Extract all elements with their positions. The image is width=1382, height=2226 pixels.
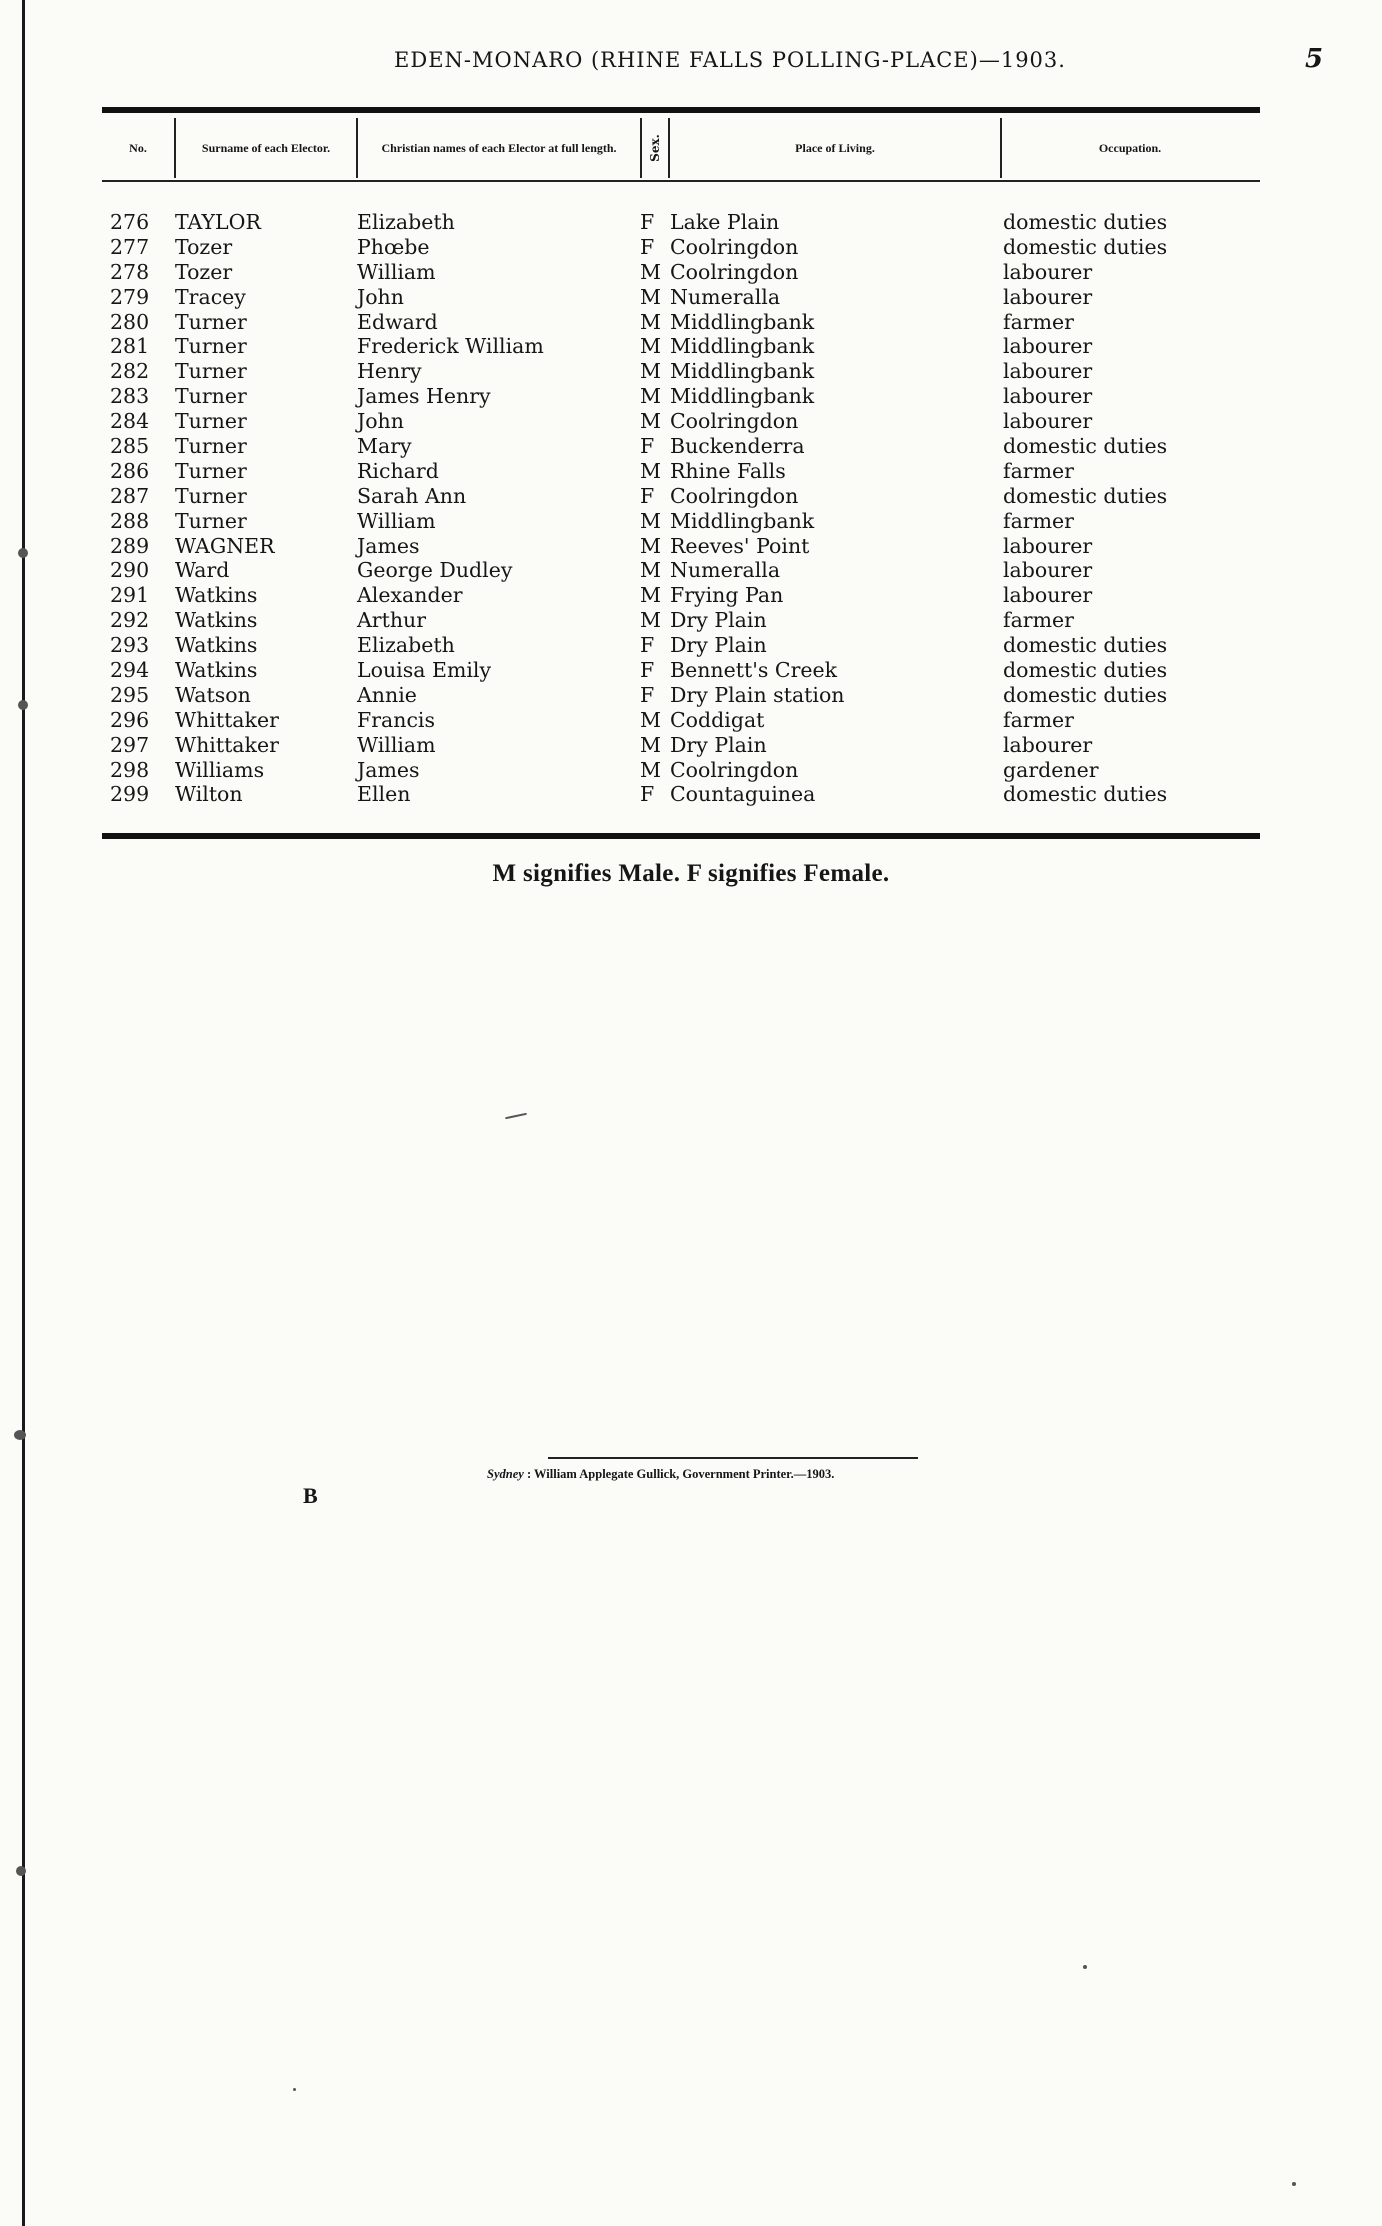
page-number: 5 [1305,44,1324,74]
cell-occupation: farmer [1003,608,1074,633]
cell-no: 297 [110,732,150,757]
elector-row [0,509,1382,534]
cell-place-of-living: Middlingbank [670,309,815,334]
cell-sex: M [640,309,661,334]
cell-surname: Tozer [175,259,233,284]
cell-no: 291 [110,583,150,608]
elector-row [0,633,1382,658]
cell-surname: Turner [175,483,247,508]
elector-row [0,210,1382,235]
cell-place-of-living: Coolringdon [670,757,799,782]
cell-occupation: labourer [1003,533,1093,558]
cell-place-of-living: Dry Plain [670,608,767,633]
elector-row [0,334,1382,359]
header-bottom-rule [102,180,1260,182]
cell-sex: M [640,608,661,633]
column-header-occupation: Occupation. [1098,141,1162,155]
cell-surname: Tracey [175,284,246,309]
cell-christian-names: Elizabeth [357,633,455,658]
column-header-no: No. [129,141,147,155]
elector-row [0,534,1382,559]
cell-place-of-living: Coolringdon [670,409,799,434]
cell-place-of-living: Dry Plain [670,633,767,658]
cell-christian-names: William [357,732,436,757]
cell-occupation: labourer [1003,334,1093,359]
cell-christian-names: Sarah Ann [357,483,467,508]
print-blemish [18,700,28,710]
imprint-text: : William Applegate Gullick, Government Printer.—1903. [526,1467,835,1481]
elector-row [0,409,1382,434]
cell-christian-names: Annie [357,682,417,707]
cell-no: 296 [110,707,150,732]
cell-occupation: farmer [1003,458,1074,483]
elector-row [0,782,1382,807]
cell-no: 293 [110,633,150,658]
cell-christian-names: William [357,508,436,533]
sex-legend: M signifies Male. F signifies Female. [492,860,890,887]
column-header-christian: Christian names of each Elector at full length. [381,141,617,155]
cell-surname: TAYLOR [175,210,261,234]
cell-sex: M [640,508,661,533]
cell-surname: Turner [175,384,247,409]
cell-no: 284 [110,409,150,434]
cell-sex: F [640,434,655,459]
cell-occupation: labourer [1003,284,1093,309]
cell-sex: M [640,259,661,284]
cell-no: 279 [110,284,150,309]
cell-sex: F [640,234,655,259]
cell-sex: F [640,483,655,508]
cell-no: 283 [110,384,150,409]
elector-row [0,608,1382,633]
cell-no: 278 [110,259,150,284]
cell-surname: Turner [175,458,247,483]
cell-place-of-living: Numeralla [670,284,781,309]
elector-row [0,583,1382,608]
cell-occupation: domestic duties [1003,210,1168,234]
cell-sex: M [640,409,661,434]
cell-no: 287 [110,483,150,508]
cell-no: 294 [110,658,150,683]
cell-no: 280 [110,309,150,334]
cell-place-of-living: Coolringdon [670,234,799,259]
cell-place-of-living: Dry Plain station [670,682,845,707]
print-blemish [1083,1965,1087,1969]
cell-christian-names: James [357,757,420,782]
elector-row [0,384,1382,409]
elector-row [0,260,1382,285]
cell-christian-names: James Henry [357,384,491,409]
cell-no: 285 [110,434,150,459]
column-header-sex-label: Sex. [648,134,663,162]
cell-christian-names: John [357,284,404,309]
cell-surname: Turner [175,359,247,384]
cell-sex: M [640,384,661,409]
cell-occupation: domestic duties [1003,633,1168,658]
table-top-rule [102,107,1260,113]
elector-row [0,558,1382,583]
elector-row [0,758,1382,783]
cell-no: 288 [110,508,150,533]
elector-row [0,285,1382,310]
print-blemish [1292,2182,1296,2186]
elector-row [0,235,1382,260]
cell-no: 282 [110,359,150,384]
cell-occupation: domestic duties [1003,682,1168,707]
print-blemish [505,1113,527,1120]
cell-place-of-living: Middlingbank [670,508,815,533]
cell-sex: F [640,682,655,707]
cell-surname: Turner [175,409,247,434]
cell-no: 290 [110,558,150,583]
cell-christian-names: John [357,409,404,434]
cell-sex: M [640,583,661,608]
cell-place-of-living: Rhine Falls [670,458,786,483]
cell-occupation: labourer [1003,583,1093,608]
cell-christian-names: Phœbe [357,234,430,259]
cell-sex: F [640,782,655,807]
cell-sex: M [640,732,661,757]
cell-sex: M [640,533,661,558]
cell-place-of-living: Coolringdon [670,259,799,284]
cell-place-of-living: Lake Plain [670,210,780,234]
cell-surname: Whittaker [175,707,279,732]
cell-occupation: labourer [1003,409,1093,434]
table-bottom-rule [102,833,1260,839]
cell-christian-names: William [357,259,436,284]
cell-surname: Tozer [175,234,233,259]
cell-sex: F [640,633,655,658]
cell-surname: Watkins [175,658,258,683]
cell-sex: M [640,707,661,732]
cell-place-of-living: Countaguinea [670,782,816,807]
cell-place-of-living: Coddigat [670,707,765,732]
column-header-surname: Surname of each Elector. [201,141,331,155]
cell-place-of-living: Coolringdon [670,483,799,508]
cell-surname: Turner [175,334,247,359]
column-header-place: Place of Living. [795,141,875,155]
cell-christian-names: Henry [357,359,422,384]
elector-row [0,359,1382,384]
cell-place-of-living: Dry Plain [670,732,767,757]
cell-place-of-living: Numeralla [670,558,781,583]
cell-christian-names: Elizabeth [357,210,455,234]
elector-row [0,434,1382,459]
cell-occupation: labourer [1003,732,1093,757]
imprint-rule [548,1457,918,1459]
cell-sex: F [640,658,655,683]
cell-surname: Turner [175,309,247,334]
cell-sex: M [640,558,661,583]
cell-place-of-living: Bennett's Creek [670,658,838,683]
elector-row [0,310,1382,335]
cell-sex: M [640,757,661,782]
cell-no: 298 [110,757,150,782]
cell-christian-names: George Dudley [357,558,513,583]
cell-surname: Turner [175,508,247,533]
cell-christian-names: Francis [357,707,436,732]
cell-christian-names: Arthur [357,608,427,633]
page-title: EDEN-MONARO (RHINE FALLS POLLING-PLACE)—1903. [394,48,1066,72]
cell-christian-names: Edward [357,309,438,334]
cell-no: 295 [110,682,150,707]
cell-occupation: domestic duties [1003,658,1168,683]
cell-surname: Watkins [175,583,258,608]
cell-christian-names: Alexander [357,583,463,608]
cell-place-of-living: Reeves' Point [670,533,810,558]
elector-row [0,658,1382,683]
cell-sex: M [640,334,661,359]
cell-occupation: labourer [1003,384,1093,409]
cell-surname: WAGNER [175,533,275,558]
cell-no: 276 [110,210,150,234]
cell-place-of-living: Middlingbank [670,359,815,384]
elector-row [0,733,1382,758]
imprint-city: Sydney [487,1467,524,1481]
cell-sex: M [640,359,661,384]
print-blemish [293,2088,296,2091]
elector-row [0,484,1382,509]
print-blemish [16,1866,26,1876]
column-divider [640,118,642,178]
cell-place-of-living: Middlingbank [670,384,815,409]
cell-no: 286 [110,458,150,483]
elector-row [0,683,1382,708]
cell-no: 289 [110,533,150,558]
cell-christian-names: Mary [357,434,412,459]
printer-imprint [487,1467,987,1482]
cell-no: 281 [110,334,150,359]
sheet-signature-mark: B [303,1483,318,1508]
cell-occupation: labourer [1003,359,1093,384]
cell-occupation: farmer [1003,707,1074,732]
print-blemish [14,1430,26,1440]
cell-no: 292 [110,608,150,633]
cell-no: 277 [110,234,150,259]
elector-list [0,210,1382,807]
cell-surname: Turner [175,434,247,459]
cell-sex: F [640,210,655,234]
cell-christian-names: Ellen [357,782,411,807]
cell-no: 299 [110,782,150,807]
cell-surname: Ward [175,558,230,583]
cell-sex: M [640,458,661,483]
cell-occupation: domestic duties [1003,234,1168,259]
cell-surname: Williams [175,757,265,782]
cell-christian-names: James [357,533,420,558]
cell-sex: M [640,284,661,309]
cell-occupation: domestic duties [1003,434,1168,459]
cell-occupation: farmer [1003,508,1074,533]
cell-occupation: domestic duties [1003,782,1168,807]
print-blemish [18,548,28,558]
cell-place-of-living: Buckenderra [670,434,805,459]
cell-occupation: labourer [1003,558,1093,583]
cell-occupation: farmer [1003,309,1074,334]
cell-christian-names: Frederick William [357,334,544,359]
cell-christian-names: Louisa Emily [357,658,492,683]
cell-surname: Watson [175,682,251,707]
cell-surname: Whittaker [175,732,279,757]
cell-surname: Wilton [175,782,243,807]
cell-place-of-living: Middlingbank [670,334,815,359]
elector-row [0,459,1382,484]
cell-christian-names: Richard [357,458,439,483]
elector-row [0,708,1382,733]
cell-occupation: gardener [1003,757,1099,782]
column-header-sex [644,118,666,178]
cell-occupation: labourer [1003,259,1093,284]
cell-surname: Watkins [175,608,258,633]
cell-surname: Watkins [175,633,258,658]
cell-place-of-living: Frying Pan [670,583,784,608]
cell-occupation: domestic duties [1003,483,1168,508]
